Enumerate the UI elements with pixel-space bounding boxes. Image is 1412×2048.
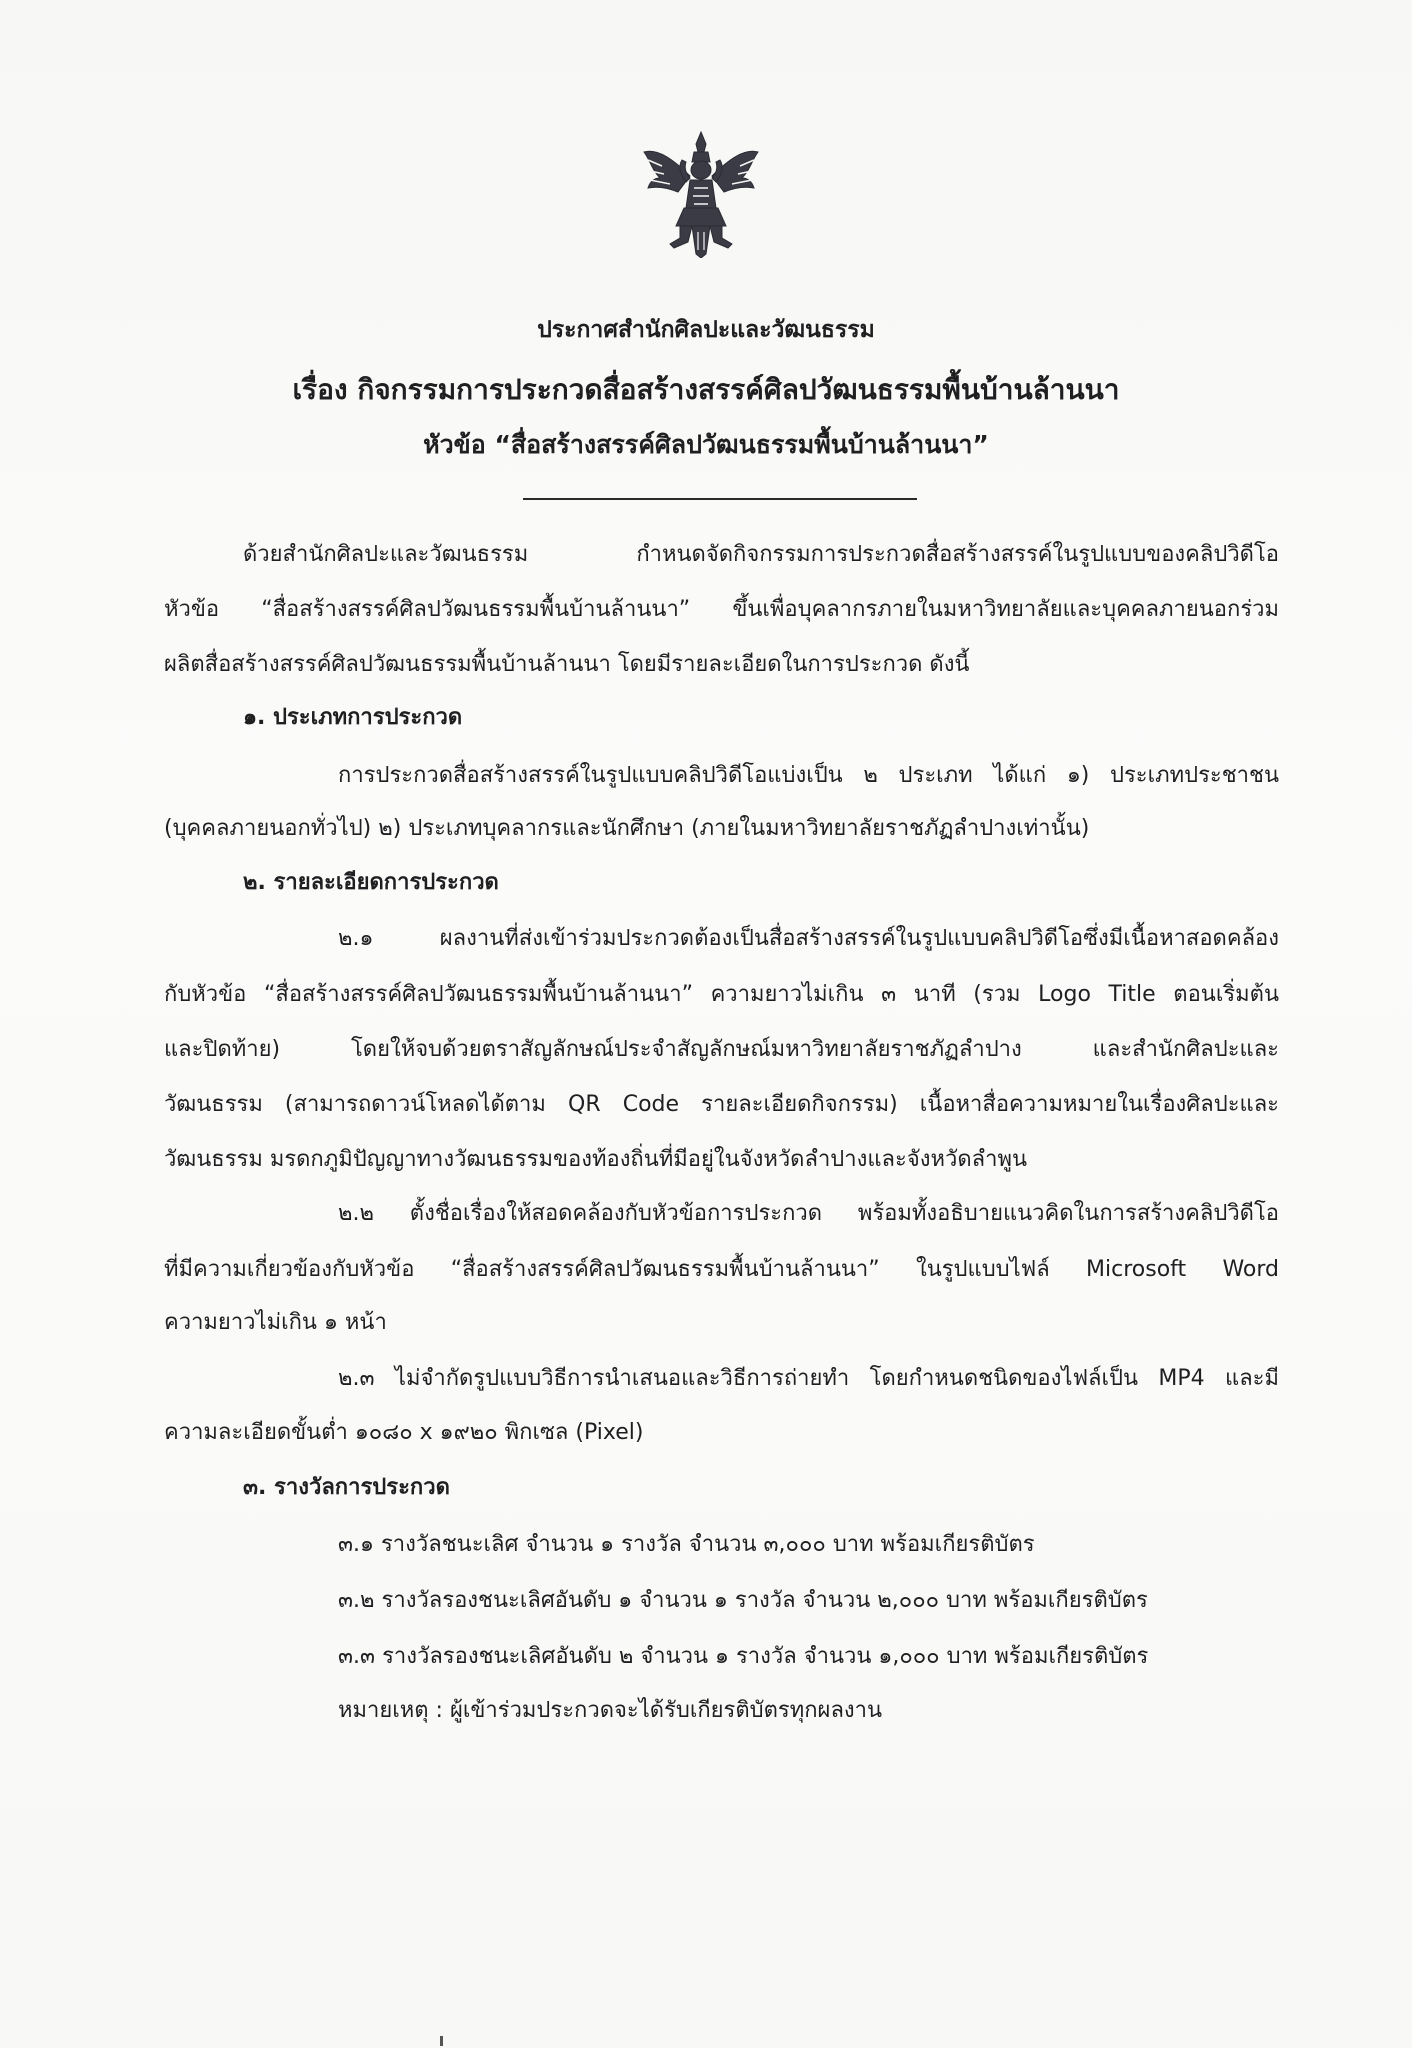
garuda-emblem-icon [640,130,762,258]
section-2-item-2-line-3: ความยาวไม่เกิน ๑ หน้า [164,1310,387,1335]
section-1-heading: ๑. ประเภทการประกวด [243,705,463,730]
section-1-line-1: การประกวดสื่อสร้างสรรค์ในรูปแบบคลิปวิดีโอแบ่งเป็น ๒ ประเภท ได้แก่ ๑) ประเภทประชาชน [338,763,1279,788]
header-subject: เรื่อง กิจกรรมการประกวดสื่อสร้างสรรค์ศิลปวัฒนธรรมพื้นบ้านล้านนา [292,373,1120,406]
section-2-item-2-line-2: ที่มีความเกี่ยวข้องกับหัวข้อ “สื่อสร้างสรรค์ศิลปวัฒนธรรมพื้นบ้านล้านนา” ในรูปแบบไฟล์ Microsoft Word [164,1257,1279,1282]
award-2: ๓.๒ รางวัลรองชนะเลิศอันดับ ๑ จำนวน ๑ รางวัล จำนวน ๒,๐๐๐ บาท พร้อมเกียรติบัตร [338,1588,1148,1613]
section-2-item-1-line-1: ๒.๑ ผลงานที่ส่งเข้าร่วมประกวดต้องเป็นสื่อสร้างสรรค์ในรูปแบบคลิปวิดีโอซึ่งมีเนื้อหาสอดคล้อง [338,926,1279,951]
intro-line-2: หัวข้อ “สื่อสร้างสรรค์ศิลปวัฒนธรรมพื้นบ้านล้านนา” ขึ้นเพื่อบุคลากรภายในมหาวิทยาลัยและบุคคลภายนอกร่วม [164,597,1279,622]
section-2-heading: ๒. รายละเอียดการประกวด [243,870,499,895]
section-3-heading: ๓. รางวัลการประกวด [243,1475,450,1500]
section-2-item-1-line-4: วัฒนธรรม (สามารถดาวน์โหลดได้ตาม QR Code รายละเอียดกิจกรรม) เนื้อหาสื่อความหมายในเรื่องศิลปะและ [164,1092,1279,1117]
page-edge-mark [440,2036,443,2046]
section-2-item-1-line-5: วัฒนธรรม มรดกภูมิปัญญาทางวัฒนธรรมของท้องถิ่นที่มีอยู่ในจังหวัดลำปางและจังหวัดลำพูน [164,1147,1027,1172]
award-3: ๓.๓ รางวัลรองชนะเลิศอันดับ ๒ จำนวน ๑ รางวัล จำนวน ๑,๐๐๐ บาท พร้อมเกียรติบัตร [338,1644,1149,1669]
section-2-item-2-line-1: ๒.๒ ตั้งชื่อเรื่องให้สอดคล้องกับหัวข้อการประกวด พร้อมทั้งอธิบายแนวคิดในการสร้างคลิปวิดีโอ [338,1201,1279,1226]
section-2-item-1-line-3: และปิดท้าย) โดยให้จบด้วยตราสัญลักษณ์ประจำสัญลักษณ์มหาวิทยาลัยราชภัฏลำปาง และสำนักศิลปะและ [164,1037,1279,1062]
header-divider [523,498,917,500]
award-note: หมายเหตุ : ผู้เข้าร่วมประกวดจะได้รับเกียรติบัตรทุกผลงาน [338,1698,883,1723]
header-office-title: ประกาศสำนักศิลปะและวัฒนธรรม [537,317,875,343]
section-2-item-3-line-1: ๒.๓ ไม่จำกัดรูปแบบวิธีการนำเสนอและวิธีการถ่ายทำ โดยกำหนดชนิดของไฟล์เป็น MP4 และมี [338,1366,1279,1391]
award-1: ๓.๑ รางวัลชนะเลิศ จำนวน ๑ รางวัล จำนวน ๓,๐๐๐ บาท พร้อมเกียรติบัตร [338,1532,1035,1557]
section-2-item-1-line-2: กับหัวข้อ “สื่อสร้างสรรค์ศิลปวัฒนธรรมพื้นบ้านล้านนา” ความยาวไม่เกิน ๓ นาที (รวม Logo Title ตอนเริ่มต้น [164,982,1279,1007]
header-topic: หัวข้อ “สื่อสร้างสรรค์ศิลปวัฒนธรรมพื้นบ้านล้านนา” [423,430,989,459]
intro-line-1: ด้วยสำนักศิลปะและวัฒนธรรม กำหนดจัดกิจกรรมการประกวดสื่อสร้างสรรค์ในรูปแบบของคลิปวิดีโอ [243,542,1279,567]
intro-line-3: ผลิตสื่อสร้างสรรค์ศิลปวัฒนธรรมพื้นบ้านล้านนา โดยมีรายละเอียดในการประกวด ดังนี้ [164,652,970,677]
section-1-line-2: (บุคคลภายนอกทั่วไป) ๒) ประเภทบุคลากรและนักศึกษา (ภายในมหาวิทยาลัยราชภัฏลำปางเท่านั้น) [164,816,1090,841]
section-2-item-3-line-2: ความละเอียดขั้นต่ำ ๑๐๘๐ x ๑๙๒๐ พิกเซล (Pixel) [164,1420,644,1445]
